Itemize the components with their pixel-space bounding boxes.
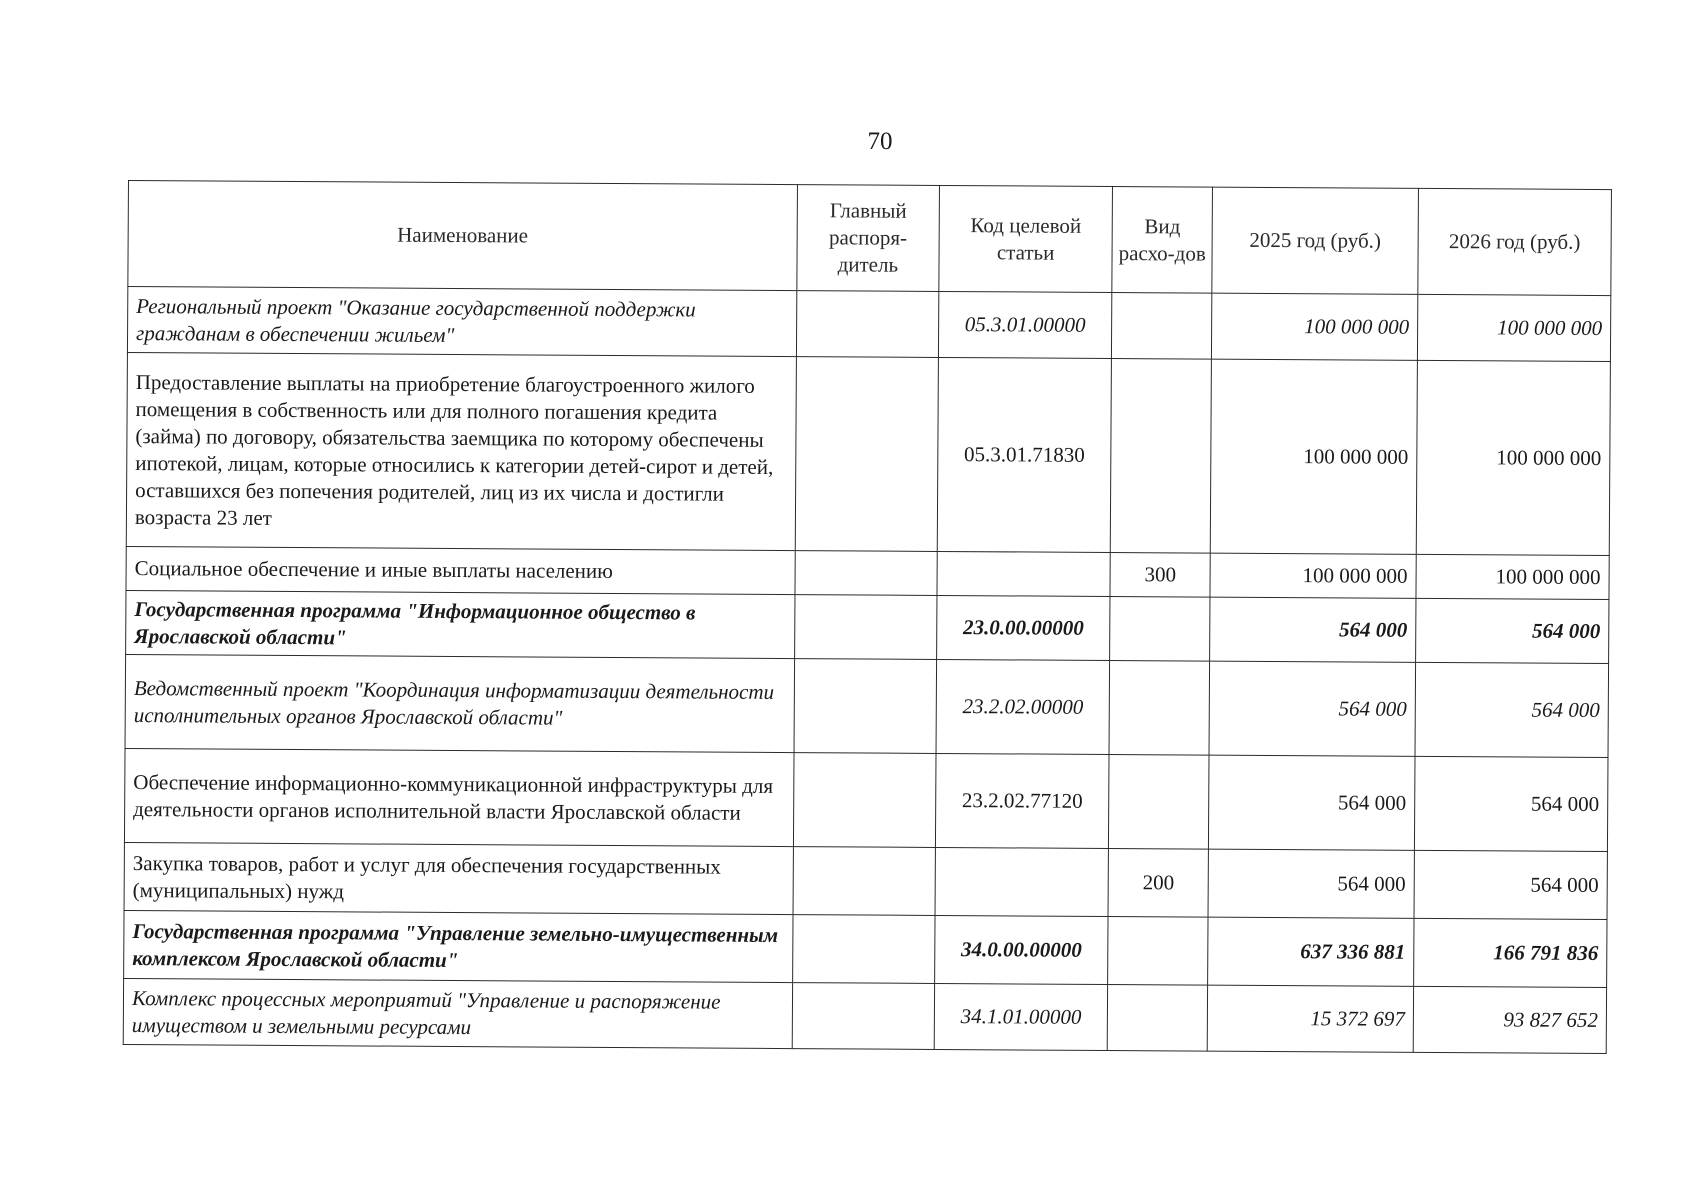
table-row xyxy=(126,590,1609,663)
cell-code xyxy=(937,551,1111,596)
table-row xyxy=(124,842,1607,919)
cell-code: 23.0.00.00000 xyxy=(936,595,1110,660)
cell-2025: 564 000 xyxy=(1210,597,1416,662)
cell-2026: 564 000 xyxy=(1414,850,1607,919)
cell-2025: 100 000 000 xyxy=(1210,359,1417,554)
cell-manager xyxy=(794,659,937,754)
cell-2025: 100 000 000 xyxy=(1210,553,1416,598)
budget-table-sheet xyxy=(123,180,1612,1054)
cell-type: 200 xyxy=(1108,849,1208,918)
cell-2025: 15 372 697 xyxy=(1207,985,1413,1052)
cell-2026: 93 827 652 xyxy=(1413,986,1606,1053)
cell-manager xyxy=(793,847,935,916)
table-row xyxy=(126,352,1610,555)
cell-2025: 564 000 xyxy=(1208,755,1415,850)
cell-code: 05.3.01.71830 xyxy=(937,357,1112,552)
cell-name: Региональный проект "Оказание государственной поддержки гражданам в обеспечении жильем" xyxy=(127,287,796,357)
cell-2026: 564 000 xyxy=(1414,756,1608,851)
header-code: Код целевой статьи xyxy=(939,185,1113,292)
cell-code xyxy=(935,847,1109,916)
cell-2026: 564 000 xyxy=(1415,662,1609,757)
cell-manager xyxy=(792,983,934,1050)
table-row xyxy=(123,978,1606,1053)
header-2025: 2025 год (руб.) xyxy=(1212,187,1419,294)
table-body xyxy=(123,287,1611,1054)
cell-2025: 637 336 881 xyxy=(1208,917,1414,986)
header-manager: Главный распоря-дитель xyxy=(797,185,940,292)
cell-2026: 564 000 xyxy=(1416,598,1609,663)
header-2026: 2026 год (руб.) xyxy=(1418,188,1612,295)
cell-manager xyxy=(794,595,936,660)
table-row xyxy=(124,748,1608,851)
table-row xyxy=(125,654,1609,757)
page-number: 70 xyxy=(867,128,893,155)
cell-2025: 564 000 xyxy=(1208,849,1414,918)
cell-2025: 564 000 xyxy=(1209,661,1416,756)
cell-2026: 100 000 000 xyxy=(1416,360,1610,555)
cell-name: Предоставление выплаты на приобретение благоустроенного жилого помещения в собственность или для полного погашения кредита (займа) по договору, обязательства заемщика по которому обеспечены ипотекой, лицам, которые относились к категории детей-сирот и детей, оставшихся без попечения родителей, лиц из их числа и достигли возраста 23 лет xyxy=(126,352,796,550)
cell-code: 23.2.02.77120 xyxy=(935,753,1109,848)
cell-name: Комплекс процессных мероприятий "Управление и распоряжение имуществом и земельными ресурсами xyxy=(123,978,792,1048)
header-type: Вид расхо-дов xyxy=(1112,187,1212,294)
cell-name: Государственная программа "Информационное общество в Ярославской области" xyxy=(126,590,795,658)
cell-type xyxy=(1107,985,1207,1052)
cell-code: 34.0.00.00000 xyxy=(934,915,1108,984)
cell-2026: 166 791 836 xyxy=(1414,918,1607,987)
cell-type xyxy=(1109,755,1209,850)
cell-name: Ведомственный проект "Координация информатизации деятельности исполнительных органов Ярославской области" xyxy=(125,654,794,752)
cell-manager xyxy=(793,753,936,848)
cell-2025: 100 000 000 xyxy=(1211,293,1417,360)
cell-name: Обеспечение информационно-коммуникационной инфраструктуры для деятельности органов исполнительной власти Ярославской области xyxy=(124,748,793,846)
cell-type xyxy=(1112,293,1212,360)
table-row xyxy=(127,287,1610,362)
cell-type xyxy=(1109,661,1209,756)
cell-type xyxy=(1108,917,1208,986)
cell-manager xyxy=(795,551,937,596)
cell-code: 05.3.01.00000 xyxy=(938,291,1112,358)
cell-code: 23.2.02.00000 xyxy=(936,659,1110,754)
cell-name: Закупка товаров, работ и услуг для обеспечения государственных (муниципальных) нужд xyxy=(124,842,793,914)
cell-2026: 100 000 000 xyxy=(1416,554,1609,599)
cell-code: 34.1.01.00000 xyxy=(934,983,1108,1050)
cell-name: Социальное обеспечение и иные выплаты населению xyxy=(126,546,795,594)
cell-manager xyxy=(792,915,934,984)
cell-type xyxy=(1111,359,1212,554)
cell-manager xyxy=(795,357,938,552)
cell-manager xyxy=(796,291,938,358)
cell-type: 300 xyxy=(1110,553,1210,598)
header-name: Наименование xyxy=(128,181,797,291)
cell-type xyxy=(1110,597,1210,662)
table-header-row xyxy=(128,181,1612,296)
budget-table xyxy=(123,180,1612,1054)
cell-name: Государственная программа "Управление земельно-имущественным комплексом Ярославской области" xyxy=(124,910,793,982)
table-row xyxy=(124,910,1607,987)
cell-2026: 100 000 000 xyxy=(1417,294,1610,361)
